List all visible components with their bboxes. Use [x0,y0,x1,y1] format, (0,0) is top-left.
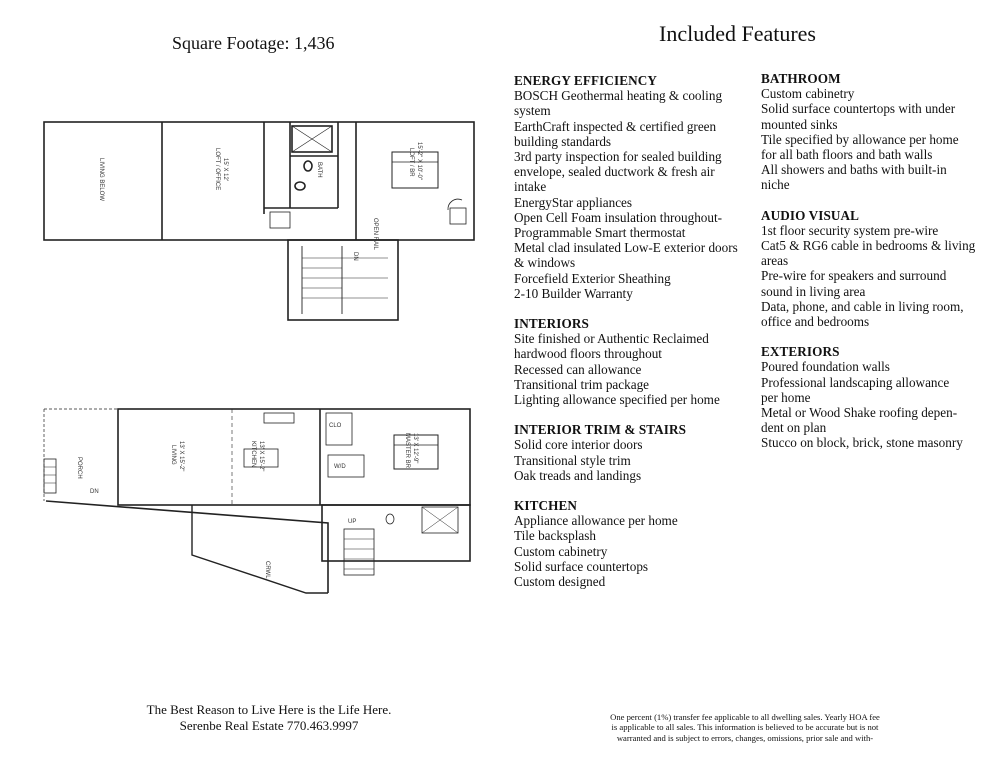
feature-section-heading: AUDIO VISUAL [761,207,860,223]
lower-angled-wall [46,501,328,593]
feature-item: per home [761,389,811,405]
feature-item: Tile backsplash [514,528,596,544]
feature-item: sound in living area [761,283,866,299]
label-kitchen: KITCHEN [250,441,256,468]
feature-section-heading: KITCHEN [514,498,577,514]
feature-item: Custom cabinetry [514,543,608,559]
feature-item: office and bedrooms [761,314,870,330]
upper-floor-plan-drawing [38,118,478,326]
feature-item: Solid surface countertops with under [761,101,956,117]
label-open-rail: OPEN RAIL [372,218,378,251]
feature-item: Poured foundation walls [761,359,890,375]
upper-floor-plan [38,118,478,326]
feature-item: building standards [514,133,612,149]
feature-section [514,316,750,407]
feature-item: Oak treads and landings [514,467,642,483]
feature-section-heading: INTERIORS [514,316,589,332]
footer-left [140,702,398,734]
label-kitchen-dim: 13' X 15'-2" [258,441,264,472]
disclaimer-line-2: is applicable to all sales. This information is believed to be accurate but is not [611,722,879,733]
label-crwl: CRWL [264,561,270,579]
feature-section-heading: INTERIOR TRIM & STAIRS [514,422,687,438]
label-upper-dn: DN [352,252,358,261]
feature-item: envelope, sealed ductwork & fresh air [514,164,715,180]
features-right-column [761,71,989,466]
feature-item: EnergyStar appliances [514,194,633,210]
porch-steps [44,459,56,493]
feature-section [761,71,989,193]
upper-sink [295,182,305,190]
feature-item: Open Cell Foam insulation throughout- [514,209,723,225]
feature-section [514,422,750,483]
label-master-br-dim: 13' X 12'-9" [412,433,418,464]
label-lower-dn: DN [90,489,99,495]
feature-section-heading: EXTERIORS [761,344,840,360]
feature-item: niche [761,177,790,193]
feature-section-heading: BATHROOM [761,71,841,86]
feature-item: intake [514,179,547,195]
lower-floor-plan-drawing [38,405,478,600]
label-wd: W/D [334,464,346,470]
lower-stair [344,529,374,575]
feature-item: Site finished or Authentic Reclaimed [514,331,709,347]
feature-item: for all bath floors and bath walls [761,147,933,163]
features-left-column [514,73,750,604]
label-living-below: LIVING BELOW [98,158,104,202]
feature-item: Tile specified by allowance per home [761,131,959,147]
feature-item: Cat5 & RG6 cable in bedrooms & living [761,238,976,254]
disclaimer-line-1: One percent (1%) transfer fee applicable to all dwelling sales. Yearly HOA fee [610,712,880,722]
square-footage: Square Footage: 1,436 [172,33,335,53]
feature-item: Forcefield Exterior Sheathing [514,270,671,286]
included-features-title: Included Features [659,21,816,46]
feature-item: Recessed can allowance [514,361,642,377]
lower-floor-plan [38,405,478,600]
label-lower-up: UP [348,519,357,525]
feature-item: hardwood floors throughout [514,346,662,362]
feature-item: Transitional style trim [514,452,631,468]
closet [326,413,352,445]
label-porch: PORCH [76,457,82,479]
feature-item: & windows [514,255,576,271]
feature-section [761,344,989,450]
label-loft-office-dim: 15' X 12' [222,158,228,181]
upper-outer-wall [44,122,474,240]
feature-item: Lighting allowance specified per home [514,392,720,408]
upper-stair-enclosure [288,240,398,320]
feature-item: system [514,103,551,119]
disclaimer-line-3: warranted and is subject to errors, changes, omissions, prior sale and with- [616,732,874,743]
feature-item: EarthCraft inspected & certified green [514,118,717,134]
feature-item: Metal or Wood Shake roofing depen- [761,405,958,421]
upper-bed [392,152,438,188]
label-bath: BATH [316,162,322,178]
label-master-br: MASTER BR [404,433,410,469]
feature-item: Pre-wire for speakers and surround [761,268,947,284]
label-loft-office: LOFT / OFFICE [214,148,220,191]
feature-item: Custom designed [514,574,606,590]
feature-item: Professional landscaping allowance [761,374,950,390]
feature-section [514,498,750,589]
feature-item: 3rd party inspection for sealed building [514,149,722,165]
feature-section [761,208,989,330]
footer-disclaimer [592,712,898,743]
feature-item: areas [761,253,789,269]
feature-item: Metal clad insulated Low-E exterior doors [514,240,738,256]
lower-toilet [386,514,394,524]
feature-section-heading: ENERGY EFFICIENCY [514,73,657,88]
feature-item: Transitional trim package [514,376,650,392]
label-clo: CLO [329,423,342,429]
feature-item: mounted sinks [761,116,838,132]
feature-item: All showers and baths with built-in [761,162,947,178]
label-loft-br: LOFT / BR [408,148,414,177]
footer-tagline: The Best Reason to Live Here is the Life Here. [146,702,392,717]
feature-item: Custom cabinetry [761,86,855,102]
feature-item: Solid surface countertops [514,558,649,574]
feature-item: Stucco on block, brick, stone masonry [761,435,963,451]
feature-section [514,73,750,301]
footer-contact: Serenbe Real Estate 770.463.9997 [179,718,359,733]
feature-item: Data, phone, and cable in living room, [761,298,964,314]
feature-item: Appliance allowance per home [514,513,678,529]
kitchen-counter [264,413,294,423]
feature-item: Solid core interior doors [514,437,643,453]
feature-item: 2-10 Builder Warranty [514,285,633,301]
feature-item: dent on plan [761,420,827,436]
label-loft-br-dim: 15'-2" X 10'-0" [416,142,422,180]
label-living: LIVING [170,445,176,465]
feature-item: Programmable Smart thermostat [514,225,686,241]
feature-item: BOSCH Geothermal heating & cooling [514,88,723,104]
feature-item: 1st floor security system pre-wire [761,222,939,238]
upper-toilet [304,161,312,171]
label-living-dim: 13' X 15'-2" [178,441,184,472]
